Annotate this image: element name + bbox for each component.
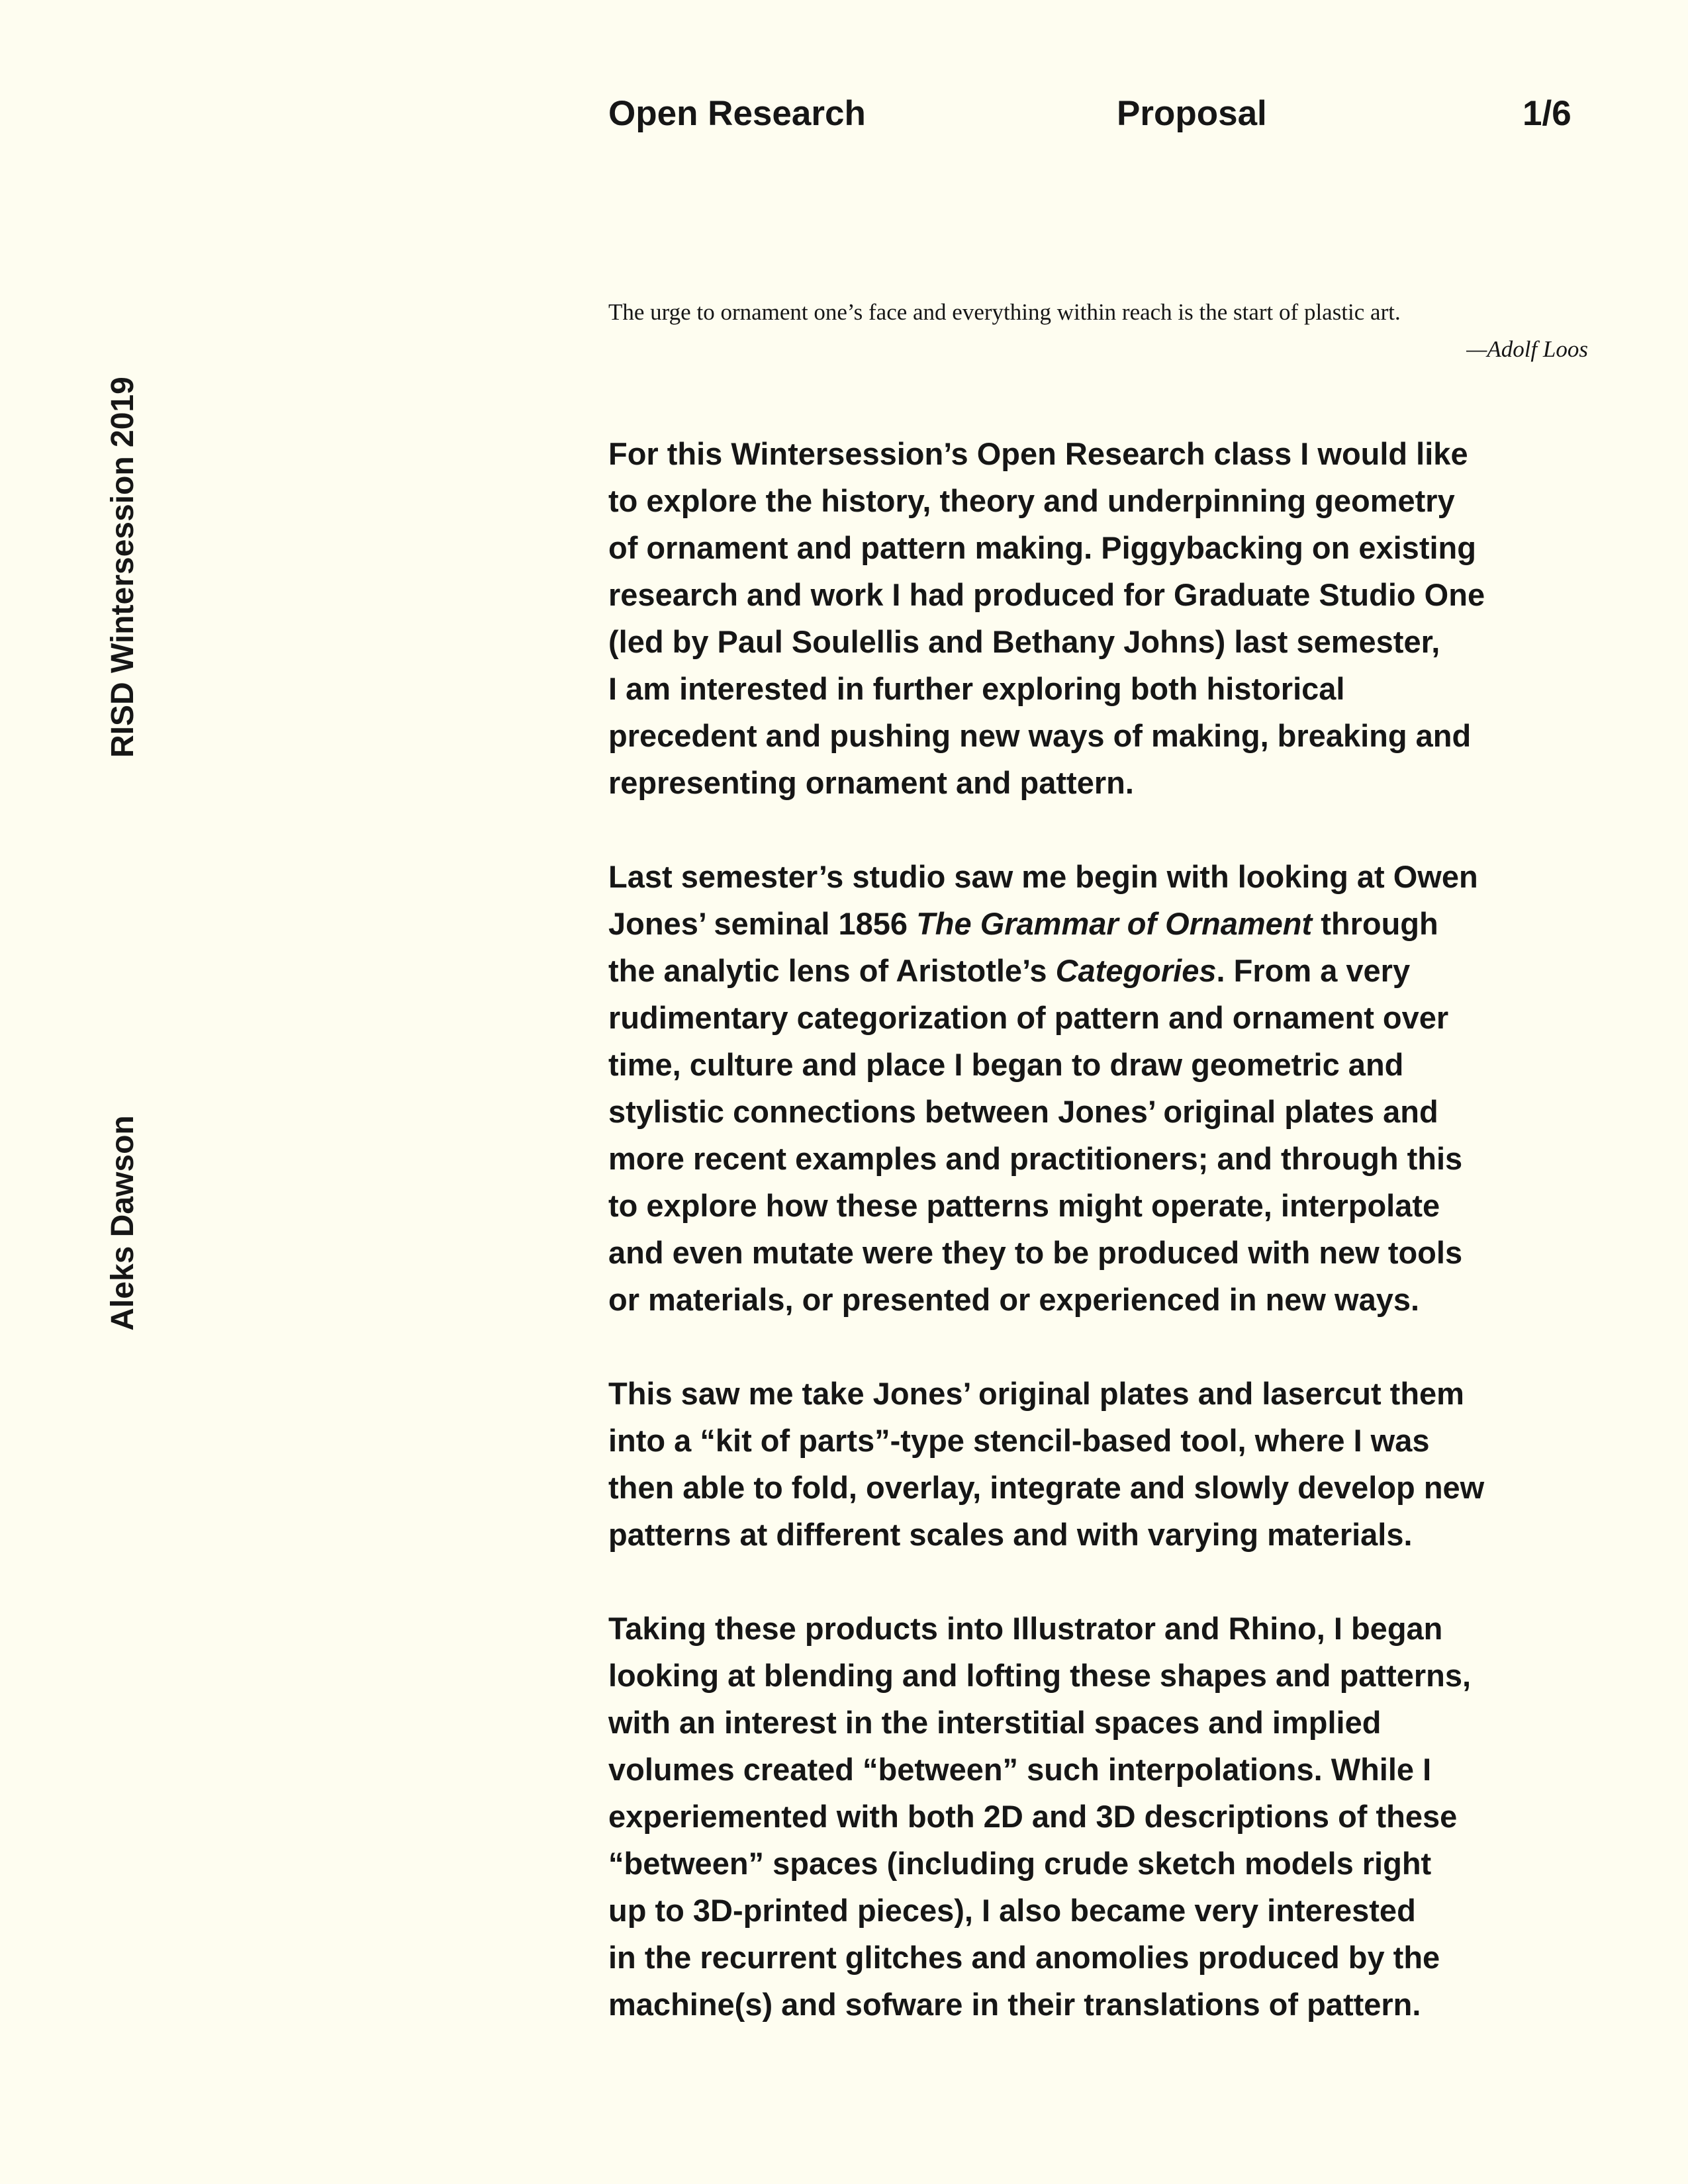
epigraph-attribution: —Adolf Loos [1466,336,1588,362]
text-line: (led by Paul Soulellis and Bethany Johns) last semester, [608,624,1440,659]
sidebar-session-label: RISD Wintersession 2019 [105,377,140,758]
text-line: This saw me take Jones’ original plates and lasercut them [608,1376,1464,1411]
paragraph-2 [608,853,1641,1323]
text-line: rudimentary categorization of pattern and ornament over [608,1000,1449,1035]
paragraph-3 [608,1370,1641,1558]
text-line: volumes created “between” such interpolations. While I [608,1752,1432,1787]
text-line: and even mutate were they to be produced with new tools [608,1235,1463,1270]
text-line: Taking these products into Illustrator and Rhino, I began [608,1611,1443,1646]
epigraph-quote: The urge to ornament one’s face and everything within reach is the start of plastic art. [608,299,1401,325]
text-line: with an interest in the interstitial spaces and implied [608,1705,1382,1740]
text-line: or materials, or presented or experienced in new ways. [608,1282,1420,1317]
text-line: into a “kit of parts”-type stencil-based tool, where I was [608,1423,1430,1458]
paragraph-4 [608,1605,1641,2028]
text-line: to explore the history, theory and underpinning geometry [608,483,1455,518]
text-line: then able to fold, overlay, integrate and slowly develop new [608,1470,1485,1505]
header-course-title: Open Research [608,94,866,133]
text-line: to explore how these patterns might operate, interpolate [608,1188,1440,1223]
text-line: “between” spaces (including crude sketch models right [608,1846,1432,1881]
header-document-type: Proposal [1117,94,1267,133]
text-line: representing ornament and pattern. [608,765,1134,800]
text-fragment: . From a very [1216,953,1411,988]
work-title: Categories [1055,953,1217,988]
text-fragment: the analytic lens of Aristotle’s [608,953,1056,988]
text-line: machine(s) and sofware in their translations of pattern. [608,1987,1421,2022]
book-title: The Grammar of Ornament [916,906,1313,941]
text-line: patterns at different scales and with varying materials. [608,1517,1413,1552]
text-line: stylistic connections between Jones’ original plates and [608,1094,1438,1129]
text-line: up to 3D-printed pieces), I also became very interested [608,1893,1416,1928]
text-line: For this Wintersession’s Open Research class I would like [608,436,1468,471]
text-line: Last semester’s studio saw me begin with looking at Owen [608,859,1478,894]
text-line: precedent and pushing new ways of making, breaking and [608,718,1472,753]
epigraph [608,294,1588,368]
text-fragment: through [1312,906,1438,941]
text-line [608,900,1641,947]
text-line: of ornament and pattern making. Piggybacking on existing [608,530,1476,565]
text-line: experiemented with both 2D and 3D descriptions of these [608,1799,1458,1834]
text-line: looking at blending and lofting these shapes and patterns, [608,1658,1472,1693]
text-line: time, culture and place I began to draw geometric and [608,1047,1404,1082]
text-line: I am interested in further exploring both historical [608,671,1345,706]
sidebar-author-name: Aleks Dawson [105,1115,140,1331]
paragraph-1 [608,430,1641,806]
text-line [608,947,1641,994]
text-line: more recent examples and practitioners; and through this [608,1141,1463,1176]
text-fragment: Jones’ seminal 1856 [608,906,917,941]
proposal-body [608,430,1641,2075]
text-line: research and work I had produced for Graduate Studio One [608,577,1485,612]
page-number: 1/6 [1523,94,1571,133]
text-line: in the recurrent glitches and anomolies produced by the [608,1940,1440,1975]
